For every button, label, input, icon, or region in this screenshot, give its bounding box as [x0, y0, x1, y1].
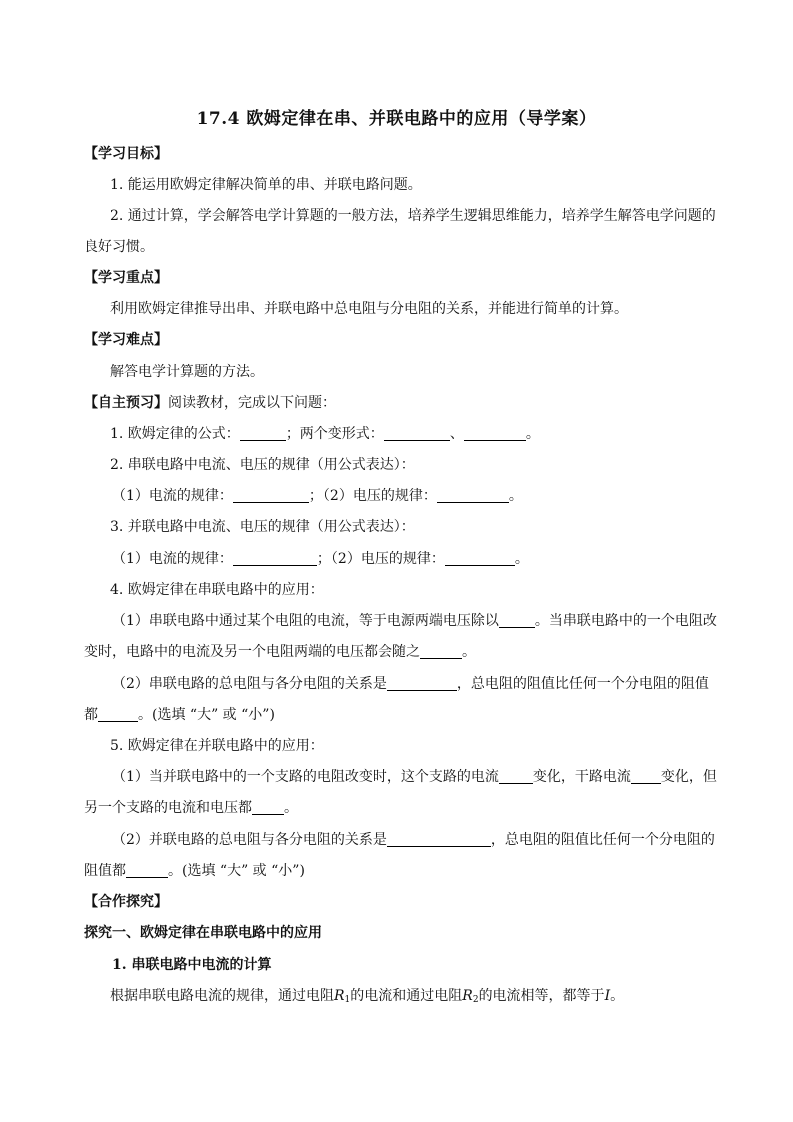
difficulty-text: 解答电学计算题的方法。: [110, 364, 264, 380]
question-4-2-line-1: [112, 674, 709, 694]
answer-blank[interactable]: [387, 831, 491, 847]
question-3-label: （1）电流的规律：: [112, 551, 233, 567]
section-difficulty-heading: 【学习难点】: [84, 332, 168, 348]
question-4: 4. 欧姆定律在串联电路中的应用：: [110, 582, 324, 598]
question-5: 5. 欧姆定律在并联电路中的应用：: [110, 738, 324, 754]
explore-1-text-part: 的电流相等，都等于: [478, 988, 605, 1004]
explore-1-text-part: 的电流和通过电阻: [350, 988, 463, 1004]
question-4-label: （1）串联电路中通过某个电阻的电流，等于电源两端电压除以: [112, 613, 499, 629]
section-coop-heading: 【合作探究】: [84, 894, 168, 910]
answer-blank[interactable]: [499, 612, 535, 628]
question-5-2-line-1: [112, 830, 715, 850]
question-3: 3. 并联电路中电流、电压的规律（用公式表达）：: [110, 519, 415, 535]
question-5-label: ，总电阻的阻值比任何一个分电阻的: [490, 832, 715, 848]
resistor-symbol: R: [462, 988, 473, 1004]
answer-blank[interactable]: [437, 487, 509, 503]
question-2-label: （1）电流的规律：: [112, 488, 233, 504]
question-1-label: 1. 欧姆定律的公式：: [110, 426, 240, 442]
question-5-label: （1）当并联电路中的一个支路的电阻改变时，这个支路的电流: [112, 769, 499, 785]
question-5-label: 变化，但: [660, 769, 717, 785]
question-1: [110, 424, 540, 444]
question-5-1-line-2: [84, 798, 298, 818]
answer-blank[interactable]: [233, 487, 309, 503]
question-2-subparts: [112, 486, 523, 506]
section-preview-heading: 【自主预习】: [84, 395, 168, 411]
question-4-label: ，总电阻的阻值比任何一个分电阻的阻值: [456, 676, 709, 692]
question-1-label: 。: [525, 426, 540, 442]
question-4-label: 。当串联电路中的一个电阻改: [534, 613, 717, 629]
question-1-label: ；两个变形式：: [285, 426, 384, 442]
subscript: 1: [344, 995, 351, 1005]
answer-blank[interactable]: [240, 425, 286, 441]
question-4-label: （2）串联电路的总电阻与各分电阻的关系是: [112, 676, 387, 692]
preview-intro: 阅读教材，完成以下问题：: [168, 395, 336, 411]
answer-blank[interactable]: [387, 675, 457, 691]
question-4-label: 。(选填 “大” 或 “小”): [138, 707, 275, 723]
question-4-1-line-2: [84, 642, 476, 662]
resistor-symbol: R: [334, 988, 345, 1004]
answer-blank[interactable]: [233, 550, 317, 566]
question-5-label: 。(选填 “大” 或 “小”): [168, 863, 305, 879]
question-4-label: 。: [462, 644, 476, 660]
explore-1-text-part: 根据串联电路电流的规律，通过电阻: [110, 988, 334, 1004]
question-4-label: 都: [84, 707, 98, 723]
focus-text: 利用欧姆定律推导出串、并联电路中总电阻与分电阻的关系，并能进行简单的计算。: [110, 301, 628, 317]
explore-1-item-1: 1. 串联电路中电流的计算: [112, 957, 272, 973]
question-5-label: 另一个支路的电流和电压都: [84, 800, 252, 816]
answer-blank[interactable]: [126, 862, 168, 878]
question-1-label: 、: [449, 426, 464, 442]
subscript: 2: [472, 995, 479, 1005]
question-5-label: （2）并联电路的总电阻与各分电阻的关系是: [112, 832, 387, 848]
answer-blank[interactable]: [464, 425, 526, 441]
section-goals-heading: 【学习目标】: [84, 146, 168, 162]
question-5-label: 。: [284, 800, 298, 816]
answer-blank[interactable]: [98, 706, 138, 722]
answer-blank[interactable]: [384, 425, 450, 441]
answer-blank[interactable]: [252, 799, 284, 815]
goal-1: 1. 能运用欧姆定律解决简单的串、并联电路问题。: [110, 177, 422, 193]
question-4-2-line-2: [84, 705, 275, 725]
answer-blank[interactable]: [445, 550, 515, 566]
current-symbol: I: [604, 988, 611, 1004]
preview-heading-line: [84, 393, 336, 413]
explore-1-text-part: 。: [610, 988, 625, 1004]
question-4-1-line-1: [112, 611, 717, 631]
question-3-label: ；（2）电压的规律：: [316, 551, 445, 567]
question-3-label: 。: [514, 551, 529, 567]
question-4-label: 变时，电路中的电流及另一个电阻两端的电压都会随之: [84, 644, 420, 660]
answer-blank[interactable]: [499, 768, 533, 784]
question-2-label: 。: [508, 488, 523, 504]
section-focus-heading: 【学习重点】: [84, 270, 168, 286]
question-3-subparts: [112, 549, 529, 569]
page-title: 17.4 欧姆定律在串、并联电路中的应用（导学案）: [196, 109, 597, 129]
question-2: 2. 串联电路中电流、电压的规律（用公式表达）：: [110, 457, 415, 473]
question-5-2-line-2: [84, 861, 305, 881]
explore-1-text: [110, 986, 624, 1010]
question-5-label: 阻值都: [84, 863, 126, 879]
answer-blank[interactable]: [420, 643, 462, 659]
explore-1-heading: 探究一、欧姆定律在串联电路中的应用: [84, 925, 322, 941]
goal-2-line-1: 2. 通过计算，学会解答电学计算题的一般方法，培养学生逻辑思维能力，培养学生解答电学问题的: [110, 208, 716, 224]
question-5-1-line-1: [112, 767, 717, 787]
question-2-label: ；（2）电压的规律：: [308, 488, 437, 504]
question-5-label: 变化，干路电流: [532, 769, 631, 785]
goal-2-line-2: 良好习惯。: [84, 239, 154, 255]
answer-blank[interactable]: [631, 768, 661, 784]
